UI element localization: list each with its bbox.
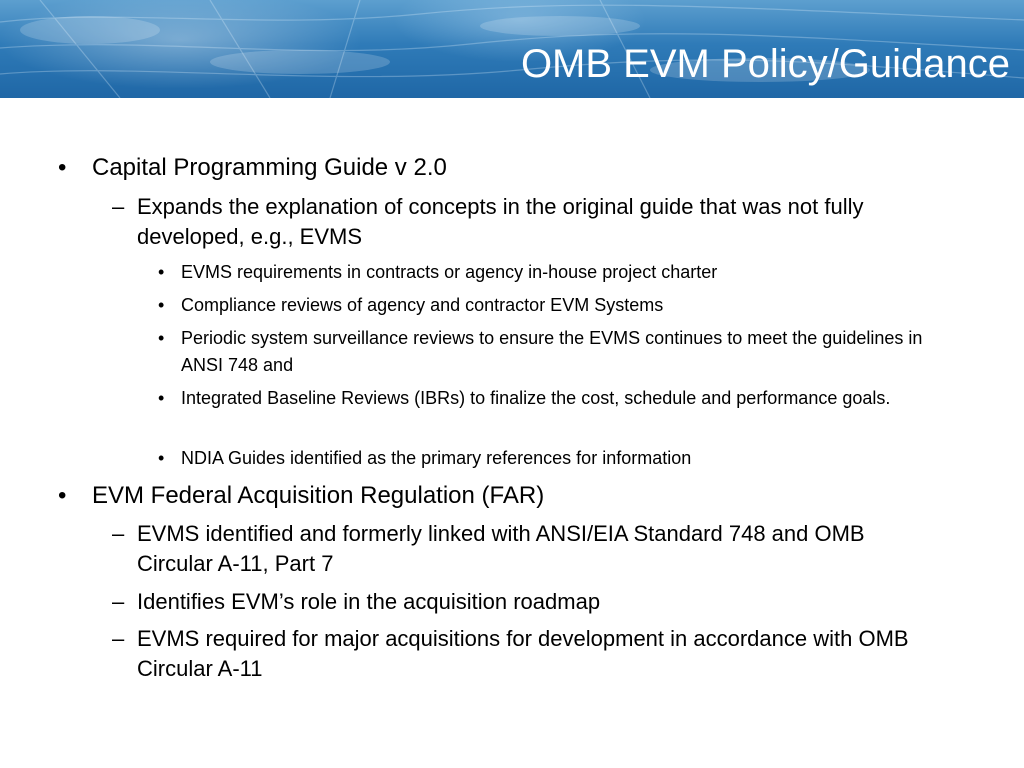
list-item: EVMS identified and formerly linked with ANSI/EIA Standard 748 and OMB Circular A-11, Part 7	[137, 521, 865, 576]
list-item: NDIA Guides identified as the primary references for information	[181, 448, 692, 468]
list-item: EVMS requirements in contracts or agency in-house project charter	[181, 262, 718, 282]
level3-bullet: •	[158, 388, 165, 408]
list-item: Compliance reviews of agency and contractor EVM Systems	[181, 295, 664, 315]
level2-bullet: –	[112, 589, 125, 614]
level1-bullet: •	[58, 154, 67, 181]
slide-title: OMB EVM Policy/Guidance	[520, 42, 1010, 86]
level2-bullet: –	[112, 194, 125, 219]
level2-bullet: –	[112, 626, 125, 651]
level2-bullet: –	[112, 521, 125, 546]
level3-bullet: •	[158, 295, 165, 315]
list-item: Identifies EVM’s role in the acquisition roadmap	[137, 589, 601, 614]
list-item: Periodic system surveillance reviews to ensure the EVMS continues to meet the guidelines in ANSI 748 and	[181, 328, 923, 375]
level3-bullet: •	[158, 448, 165, 468]
list-item: EVM Federal Acquisition Regulation (FAR)	[92, 482, 545, 509]
title-banner	[0, 0, 1024, 98]
list-item: EVMS required for major acquisitions for development in accordance with OMB Circular A-11	[137, 626, 909, 681]
list-item: Expands the explanation of concepts in the original guide that was not fully developed, e.g., EVMS	[137, 194, 864, 249]
level3-bullet: •	[158, 262, 165, 282]
level3-bullet: •	[158, 328, 165, 348]
level1-bullet: •	[58, 482, 67, 509]
list-item: Capital Programming Guide v 2.0	[92, 154, 447, 181]
list-item: Integrated Baseline Reviews (IBRs) to finalize the cost, schedule and performance goals.	[181, 388, 891, 408]
